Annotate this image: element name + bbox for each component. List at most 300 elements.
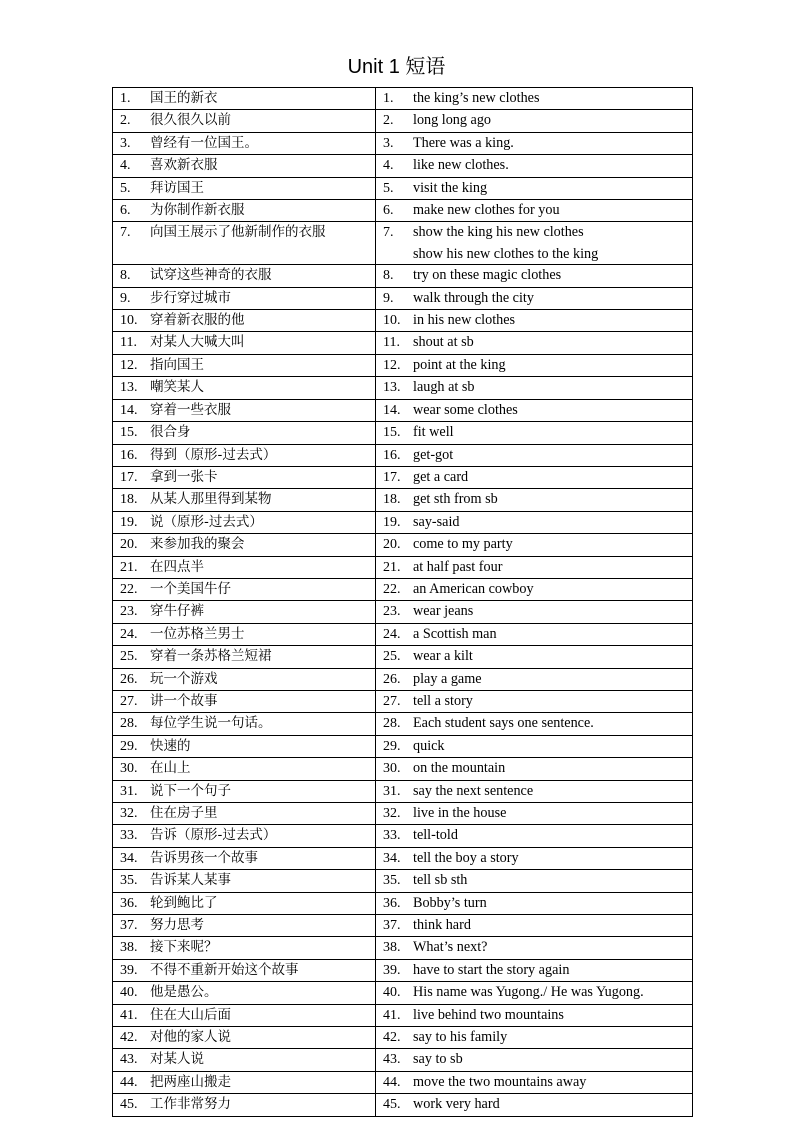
row-number: 39.	[120, 962, 138, 978]
english-phrase: tell the boy a story	[413, 849, 519, 866]
row-number: 24.	[120, 626, 138, 642]
english-phrase: His name was Yugong./ He was Yugong.	[413, 984, 644, 1001]
english-phrase: a Scottish man	[413, 625, 497, 642]
row-number: 27.	[120, 693, 138, 709]
table-row	[113, 1049, 693, 1071]
chinese-phrase-cell	[113, 1004, 376, 1026]
chinese-phrase-cell	[113, 110, 376, 132]
chinese-phrase: 步行穿过城市	[150, 289, 231, 306]
chinese-phrase-cell	[113, 556, 376, 578]
row-number: 20.	[383, 537, 401, 553]
chinese-phrase-cell	[113, 132, 376, 154]
english-phrase-cell	[376, 623, 693, 645]
row-number: 41.	[120, 1007, 138, 1023]
row-number: 6.	[383, 203, 394, 219]
table-row	[113, 1004, 693, 1026]
table-row	[113, 1071, 693, 1093]
table-row	[113, 556, 693, 578]
english-phrase-cell	[376, 601, 693, 623]
english-phrase-cell	[376, 556, 693, 578]
chinese-phrase: 穿着新衣服的他	[150, 312, 245, 329]
table-row	[113, 377, 693, 399]
table-row	[113, 200, 693, 222]
english-phrase-alternative: show his new clothes to the king	[413, 245, 599, 262]
english-phrase: say the next sentence	[413, 782, 534, 799]
english-phrase-cell	[376, 870, 693, 892]
english-phrase: have to start the story again	[413, 961, 570, 978]
chinese-phrase-cell	[113, 1049, 376, 1071]
english-phrase-cell	[376, 982, 693, 1004]
row-number: 2.	[120, 113, 131, 129]
english-phrase: visit the king	[413, 179, 488, 196]
chinese-phrase-cell	[113, 982, 376, 1004]
row-number: 21.	[120, 559, 138, 575]
row-number: 45.	[120, 1097, 138, 1113]
row-number: 38.	[120, 940, 138, 956]
english-phrase: Bobby’s turn	[413, 894, 487, 911]
chinese-phrase: 不得不重新开始这个故事	[150, 961, 299, 978]
english-phrase: think hard	[413, 917, 471, 934]
chinese-phrase: 快速的	[150, 737, 191, 754]
chinese-phrase-cell	[113, 1094, 376, 1116]
row-number: 31.	[120, 783, 138, 799]
phrase-table	[112, 87, 693, 1117]
row-number: 40.	[120, 985, 138, 1001]
row-number: 19.	[120, 514, 138, 530]
row-number: 15.	[383, 425, 401, 441]
english-phrase: an American cowboy	[413, 580, 534, 597]
row-number: 17.	[383, 469, 401, 485]
chinese-phrase-cell	[113, 825, 376, 847]
chinese-phrase-cell	[113, 511, 376, 533]
english-phrase-cell	[376, 959, 693, 981]
english-phrase-cell	[376, 265, 693, 287]
english-phrase: Each student says one sentence.	[413, 715, 594, 732]
chinese-phrase-cell	[113, 915, 376, 937]
chinese-phrase: 穿着一些衣服	[150, 401, 231, 418]
english-phrase-cell	[376, 177, 693, 199]
english-phrase-cell	[376, 668, 693, 690]
row-number: 11.	[383, 335, 400, 351]
english-phrase: wear jeans	[413, 603, 474, 620]
english-phrase-cell	[376, 110, 693, 132]
chinese-phrase-cell	[113, 758, 376, 780]
chinese-phrase-cell	[113, 690, 376, 712]
table-row	[113, 847, 693, 869]
chinese-phrase: 穿着一条苏格兰短裙	[150, 648, 272, 665]
page-title: Unit 1 短语	[347, 56, 446, 78]
row-number: 33.	[383, 828, 401, 844]
english-phrase-cell	[376, 690, 693, 712]
chinese-phrase: 每位学生说一句话。	[150, 715, 272, 732]
english-phrase: quick	[413, 737, 445, 754]
row-number: 37.	[120, 918, 138, 934]
chinese-phrase-cell	[113, 399, 376, 421]
table-row	[113, 915, 693, 937]
row-number: 12.	[120, 357, 138, 373]
chinese-phrase: 拿到一张卡	[150, 468, 218, 485]
english-phrase: wear some clothes	[413, 401, 518, 418]
row-number: 26.	[383, 671, 401, 687]
chinese-phrase: 住在大山后面	[150, 1006, 231, 1023]
chinese-phrase-cell	[113, 444, 376, 466]
row-number: 28.	[120, 716, 138, 732]
english-phrase: like new clothes.	[413, 157, 509, 174]
table-row	[113, 623, 693, 645]
row-number: 14.	[383, 402, 401, 418]
english-phrase: show the king his new clothes	[413, 224, 584, 241]
row-number: 45.	[383, 1097, 401, 1113]
row-number: 42.	[120, 1030, 138, 1046]
english-phrase: long long ago	[413, 112, 492, 129]
chinese-phrase-cell	[113, 646, 376, 668]
row-number: 30.	[120, 761, 138, 777]
table-row	[113, 110, 693, 132]
row-number: 18.	[120, 492, 138, 508]
chinese-phrase: 对某人大喊大叫	[150, 334, 245, 351]
row-number: 1.	[383, 91, 394, 106]
english-phrase: tell-told	[413, 827, 458, 844]
chinese-phrase-cell	[113, 354, 376, 376]
english-phrase-cell	[376, 758, 693, 780]
table-row	[113, 959, 693, 981]
english-phrase: come to my party	[413, 536, 513, 553]
row-number: 29.	[120, 738, 138, 754]
english-phrase-cell	[376, 377, 693, 399]
english-phrase-cell	[376, 132, 693, 154]
english-phrase-cell	[376, 915, 693, 937]
row-number: 35.	[120, 873, 138, 889]
row-number: 27.	[383, 693, 401, 709]
english-phrase: There was a king.	[413, 134, 514, 151]
table-row	[113, 489, 693, 511]
row-number: 33.	[120, 828, 138, 844]
chinese-phrase: 说（原形-过去式）	[150, 513, 263, 530]
row-number: 8.	[383, 268, 394, 284]
english-phrase-cell	[376, 780, 693, 802]
english-phrase-cell	[376, 735, 693, 757]
english-phrase-cell	[376, 534, 693, 556]
chinese-phrase: 告诉（原形-过去式）	[150, 827, 277, 844]
english-phrase-cell	[376, 713, 693, 735]
row-number: 35.	[383, 873, 401, 889]
chinese-phrase: 告诉某人某事	[150, 872, 231, 889]
row-number: 6.	[120, 203, 131, 219]
english-phrase: say-said	[413, 513, 460, 530]
english-phrase: the king’s new clothes	[413, 90, 540, 106]
chinese-phrase: 为你制作新衣服	[150, 202, 245, 219]
row-number: 9.	[120, 290, 131, 306]
table-row	[113, 803, 693, 825]
english-phrase-cell	[376, 422, 693, 444]
chinese-phrase-cell	[113, 1027, 376, 1049]
chinese-phrase-cell	[113, 466, 376, 488]
english-phrase-cell	[376, 511, 693, 533]
chinese-phrase-cell	[113, 265, 376, 287]
chinese-phrase-cell	[113, 88, 376, 110]
english-phrase-cell	[376, 399, 693, 421]
row-number: 24.	[383, 626, 401, 642]
chinese-phrase: 工作非常努力	[150, 1096, 231, 1113]
row-number: 26.	[120, 671, 138, 687]
row-number: 7.	[120, 225, 131, 241]
english-phrase: walk through the city	[413, 289, 534, 306]
chinese-phrase-cell	[113, 601, 376, 623]
table-row	[113, 511, 693, 533]
english-phrase-cell	[376, 803, 693, 825]
english-phrase-cell	[376, 200, 693, 222]
chinese-phrase-cell	[113, 310, 376, 332]
table-row	[113, 758, 693, 780]
english-phrase-cell	[376, 1049, 693, 1071]
row-number: 34.	[383, 850, 401, 866]
table-row	[113, 444, 693, 466]
table-row	[113, 354, 693, 376]
row-number: 41.	[383, 1007, 401, 1023]
table-row	[113, 1027, 693, 1049]
chinese-phrase-cell	[113, 222, 376, 265]
row-number: 10.	[383, 313, 401, 329]
chinese-phrase: 在四点半	[150, 558, 204, 575]
row-number: 28.	[383, 716, 401, 732]
row-number: 32.	[383, 806, 401, 821]
table-row	[113, 287, 693, 309]
chinese-phrase: 一个美国牛仔	[150, 580, 231, 597]
english-phrase: point at the king	[413, 356, 506, 373]
english-phrase-cell	[376, 444, 693, 466]
english-phrase-cell	[376, 88, 693, 110]
row-number: 25.	[383, 649, 401, 665]
row-number: 9.	[383, 290, 394, 306]
row-number: 38.	[383, 940, 401, 956]
english-phrase-cell	[376, 287, 693, 309]
english-phrase: at half past four	[413, 558, 503, 575]
chinese-phrase-cell	[113, 200, 376, 222]
row-number: 4.	[120, 158, 131, 174]
english-phrase-cell	[376, 155, 693, 177]
row-number: 30.	[383, 761, 401, 777]
chinese-phrase-cell	[113, 937, 376, 959]
chinese-phrase: 他是愚公。	[150, 984, 218, 1001]
english-phrase: move the two mountains away	[413, 1073, 587, 1090]
chinese-phrase: 试穿这些神奇的衣服	[150, 267, 272, 284]
row-number: 22.	[383, 581, 401, 597]
chinese-phrase-cell	[113, 489, 376, 511]
row-number: 16.	[120, 447, 138, 463]
table-row	[113, 870, 693, 892]
chinese-phrase-cell	[113, 332, 376, 354]
table-row	[113, 937, 693, 959]
row-number: 42.	[383, 1030, 401, 1046]
chinese-phrase: 告诉男孩一个故事	[150, 849, 258, 866]
table-row	[113, 892, 693, 914]
row-number: 14.	[120, 402, 138, 418]
row-number: 44.	[120, 1074, 138, 1090]
row-number: 31.	[383, 783, 401, 799]
chinese-phrase: 讲一个故事	[150, 692, 218, 709]
chinese-phrase-cell	[113, 735, 376, 757]
english-phrase: get sth from sb	[413, 491, 498, 508]
phrase-table-body	[113, 88, 693, 1117]
row-number: 3.	[383, 135, 394, 151]
row-number: 16.	[383, 447, 401, 463]
table-row	[113, 466, 693, 488]
chinese-phrase: 很久很久以前	[150, 112, 231, 129]
english-phrase: tell sb sth	[413, 872, 468, 889]
chinese-phrase: 很合身	[150, 424, 191, 441]
row-number: 20.	[120, 537, 138, 553]
chinese-phrase-cell	[113, 780, 376, 802]
chinese-phrase: 说下一个句子	[150, 782, 231, 799]
chinese-phrase: 一位苏格兰男士	[150, 625, 245, 642]
row-number: 2.	[383, 113, 394, 129]
row-number: 13.	[120, 380, 138, 396]
english-phrase-cell	[376, 222, 693, 265]
english-phrase: in his new clothes	[413, 312, 516, 329]
english-phrase-cell	[376, 1094, 693, 1116]
row-number: 21.	[383, 559, 401, 575]
table-row	[113, 88, 693, 110]
chinese-phrase-cell	[113, 668, 376, 690]
table-row	[113, 422, 693, 444]
english-phrase-cell	[376, 489, 693, 511]
row-number: 36.	[120, 895, 138, 911]
chinese-phrase: 玩一个游戏	[150, 670, 218, 687]
row-number: 7.	[383, 225, 394, 241]
table-row	[113, 713, 693, 735]
table-row	[113, 399, 693, 421]
chinese-phrase: 对他的家人说	[150, 1029, 231, 1046]
row-number: 34.	[120, 850, 138, 866]
chinese-phrase: 拜访国王	[150, 179, 204, 196]
english-phrase: say to his family	[413, 1029, 508, 1046]
english-phrase-cell	[376, 332, 693, 354]
row-number: 13.	[383, 380, 401, 396]
chinese-phrase: 从某人那里得到某物	[150, 491, 272, 508]
chinese-phrase: 把两座山搬走	[150, 1073, 231, 1090]
english-phrase: say to sb	[413, 1051, 463, 1068]
table-row	[113, 690, 693, 712]
row-number: 19.	[383, 514, 401, 530]
row-number: 43.	[383, 1052, 401, 1068]
english-phrase-cell	[376, 354, 693, 376]
english-phrase-cell	[376, 825, 693, 847]
english-phrase: shout at sb	[413, 334, 474, 351]
table-row	[113, 132, 693, 154]
chinese-phrase: 曾经有一位国王。	[150, 134, 258, 151]
table-row	[113, 265, 693, 287]
table-row	[113, 825, 693, 847]
chinese-phrase: 喜欢新衣服	[150, 157, 218, 174]
english-phrase-cell	[376, 1004, 693, 1026]
row-number: 4.	[383, 158, 394, 174]
table-row	[113, 735, 693, 757]
chinese-phrase-cell	[113, 578, 376, 600]
table-row	[113, 332, 693, 354]
row-number: 5.	[383, 180, 394, 196]
chinese-phrase-cell	[113, 287, 376, 309]
chinese-phrase: 得到（原形-过去式）	[150, 446, 277, 463]
chinese-phrase-cell	[113, 177, 376, 199]
row-number: 25.	[120, 649, 138, 665]
chinese-phrase-cell	[113, 1071, 376, 1093]
english-phrase: wear a kilt	[413, 648, 473, 665]
chinese-phrase-cell	[113, 377, 376, 399]
row-number: 23.	[383, 604, 401, 620]
table-row	[113, 780, 693, 802]
table-row	[113, 155, 693, 177]
chinese-phrase: 在山上	[150, 760, 191, 777]
table-row	[113, 1094, 693, 1116]
chinese-phrase: 穿牛仔裤	[150, 603, 204, 620]
chinese-phrase-cell	[113, 959, 376, 981]
row-number: 5.	[120, 180, 131, 196]
english-phrase: live behind two mountains	[413, 1006, 564, 1023]
english-phrase-cell	[376, 578, 693, 600]
row-number: 29.	[383, 738, 401, 754]
english-phrase-cell	[376, 937, 693, 959]
table-row	[113, 177, 693, 199]
row-number: 8.	[120, 268, 131, 284]
table-row	[113, 578, 693, 600]
row-number: 3.	[120, 135, 131, 151]
chinese-phrase-cell	[113, 155, 376, 177]
table-row	[113, 601, 693, 623]
english-phrase: get a card	[413, 468, 469, 485]
chinese-phrase: 指向国王	[150, 356, 204, 373]
row-number: 11.	[120, 335, 137, 351]
chinese-phrase-cell	[113, 847, 376, 869]
chinese-phrase: 来参加我的聚会	[150, 536, 245, 553]
english-phrase: tell a story	[413, 692, 473, 709]
row-number: 40.	[383, 985, 401, 1001]
table-row	[113, 222, 693, 265]
english-phrase-cell	[376, 1071, 693, 1093]
row-number: 23.	[120, 604, 138, 620]
english-phrase-cell	[376, 646, 693, 668]
chinese-phrase: 国王的新衣	[150, 90, 218, 106]
row-number: 17.	[120, 469, 138, 485]
english-phrase: on the mountain	[413, 760, 506, 777]
english-phrase-cell	[376, 1027, 693, 1049]
english-phrase: make new clothes for you	[413, 202, 560, 219]
row-number: 22.	[120, 581, 138, 597]
english-phrase-cell	[376, 847, 693, 869]
chinese-phrase-cell	[113, 422, 376, 444]
table-row	[113, 646, 693, 668]
row-number: 37.	[383, 918, 401, 934]
english-phrase-cell	[376, 892, 693, 914]
row-number: 1.	[120, 91, 131, 106]
english-phrase: live in the house	[413, 805, 507, 821]
row-number: 18.	[383, 492, 401, 508]
english-phrase: fit well	[413, 424, 454, 441]
english-phrase: laugh at sb	[413, 379, 475, 396]
table-row	[113, 534, 693, 556]
chinese-phrase: 接下来呢？	[150, 939, 218, 956]
chinese-phrase-cell	[113, 803, 376, 825]
chinese-phrase-cell	[113, 892, 376, 914]
chinese-phrase: 轮到鲍比了	[150, 894, 218, 911]
row-number: 10.	[120, 313, 138, 329]
row-number: 39.	[383, 962, 401, 978]
table-row	[113, 982, 693, 1004]
row-number: 12.	[383, 357, 401, 373]
english-phrase-cell	[376, 466, 693, 488]
chinese-phrase-cell	[113, 870, 376, 892]
english-phrase: get-got	[413, 446, 454, 463]
chinese-phrase-cell	[113, 534, 376, 556]
